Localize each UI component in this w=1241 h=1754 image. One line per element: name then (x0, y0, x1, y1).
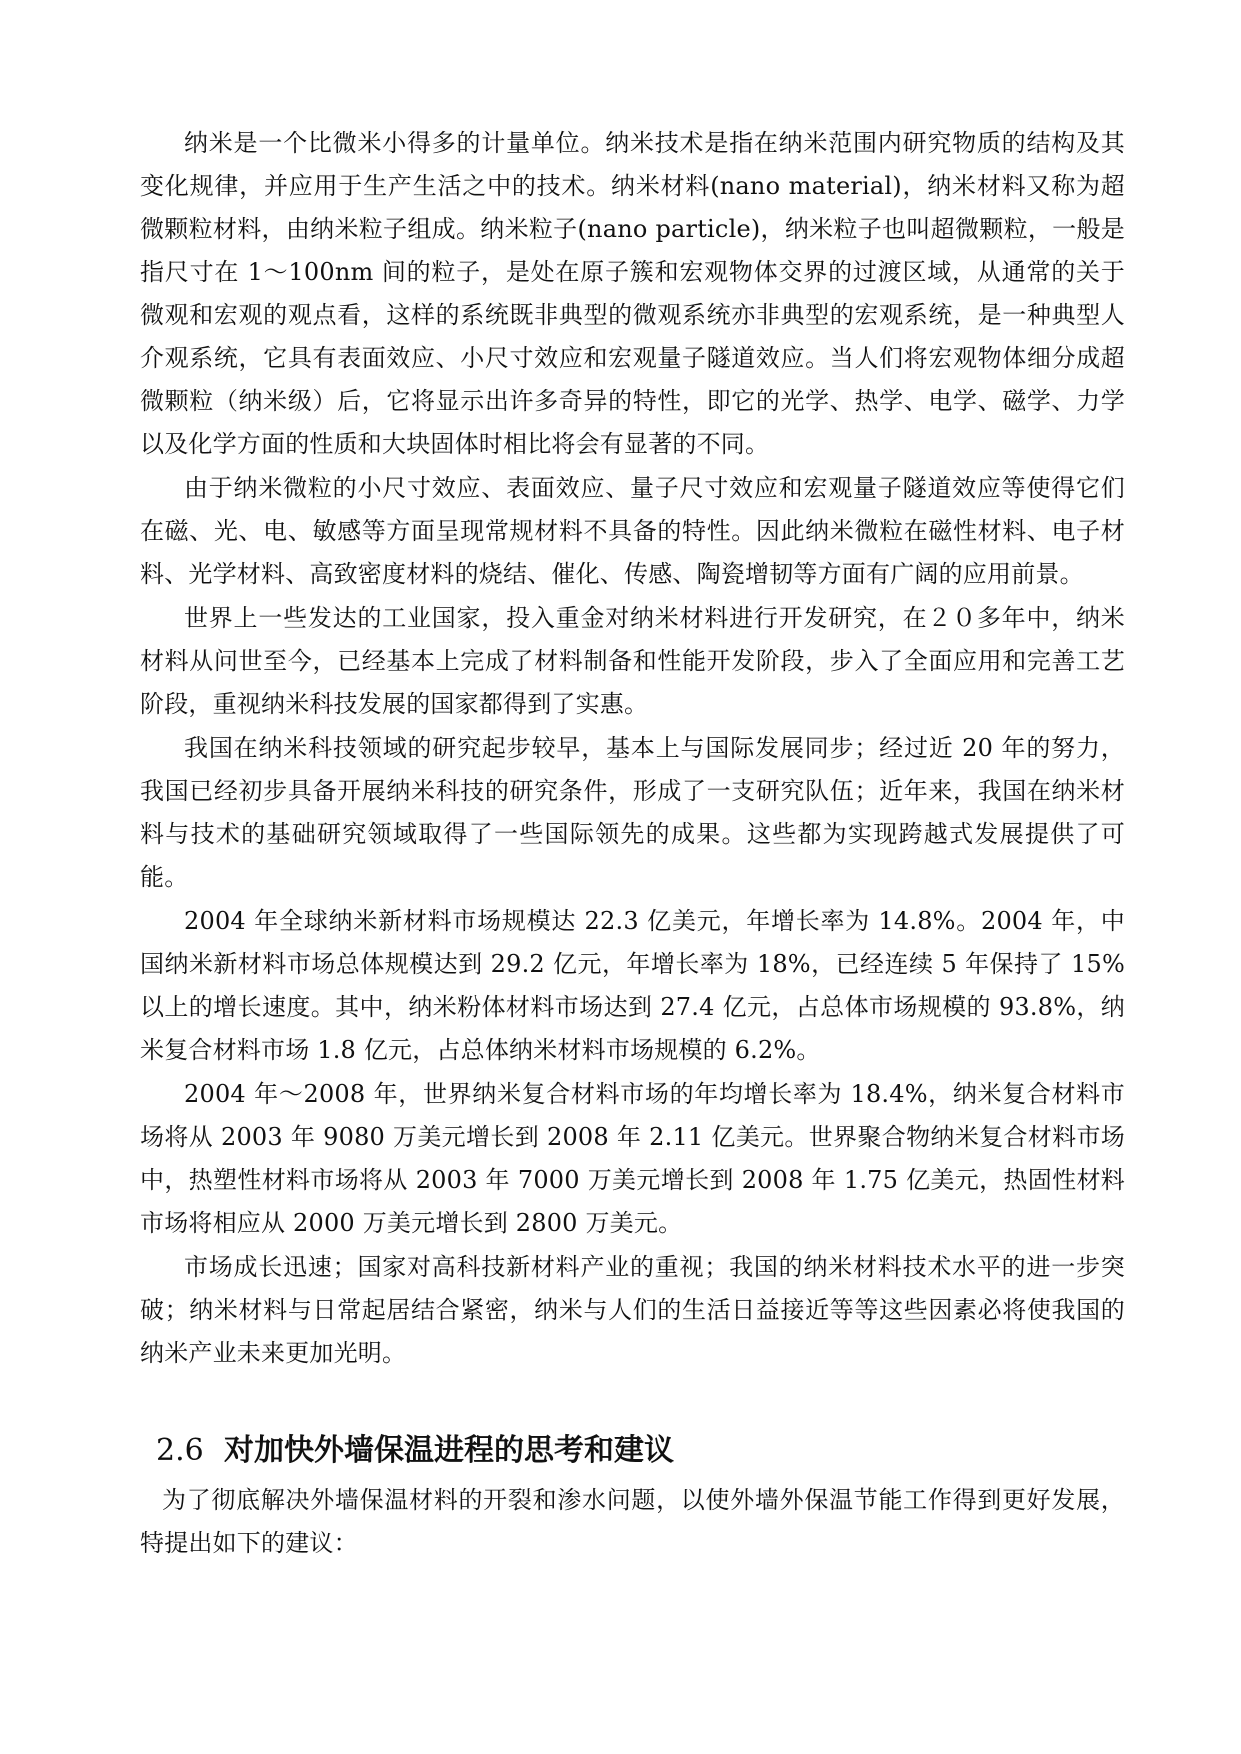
paragraph-market-outlook: 市场成长迅速；国家对高科技新材料产业的重视；我国的纳米材料技术水平的进一步突破；纳米材料与日常起居结合紧密，纳米与人们的生活日益接近等等这些因素必将使我国的纳米产业未来更加光明。 (140, 1253, 1125, 1367)
section-title: 对加快外墙保温进程的思考和建议 (224, 1433, 674, 1468)
paragraph-china-research: 我国在纳米科技领域的研究起步较早，基本上与国际发展同步；经过近 20 年的努力，我国已经初步具备开展纳米科技的研究条件，形成了一支研究队伍；近年来，我国在纳米材料与技术的基础研究领域取得了一些国际领先的成果。这些都为实现跨越式发展提供了可能。 (140, 734, 1125, 891)
section-number: 2.6 (156, 1433, 204, 1468)
paragraph-market-2004: 2004 年全球纳米新材料市场规模达 22.3 亿美元，年增长率为 14.8%。2004 年，中国纳米新材料市场总体规模达到 29.2 亿元，年增长率为 18%，已经连续 5 年保持了 15%以上的增长速度。其中，纳米粉体材料市场达到 27.4 亿元，占总体市场规模的 93.8%，纳米复合材料市场 1.8 亿元，占总体纳米材料市场规模的 6.2%。 (140, 907, 1125, 1064)
paragraph-nano-effects: 由于纳米微粒的小尺寸效应、表面效应、量子尺寸效应和宏观量子隧道效应等使得它们在磁、光、电、敏感等方面呈现常规材料不具备的特性。因此纳米微粒在磁性材料、电子材料、光学材料、高致密度材料的烧结、催化、传感、陶瓷增韧等方面有广阔的应用前景。 (140, 474, 1125, 588)
paragraph-nano-definition: 纳米是一个比微米小得多的计量单位。纳米技术是指在纳米范围内研究物质的结构及其变化规律，并应用于生产生活之中的技术。纳米材料(nano material)，纳米材料又称为超微颗粒材料，由纳米粒子组成。纳米粒子(nano particle)，纳米粒子也叫超微颗粒，一般是指尺寸在 1～100nm 间的粒子，是处在原子簇和宏观物体交界的过渡区域，从通常的关于微观和宏观的观点看，这样的系统既非典型的微观系统亦非典型的宏观系统，是一种典型人介观系统，它具有表面效应、小尺寸效应和宏观量子隧道效应。当人们将宏观物体细分成超微颗粒（纳米级）后，它将显示出许多奇异的特性，即它的光学、热学、电学、磁学、力学以及化学方面的性质和大块固体时相比将会有显著的不同。 (140, 129, 1125, 458)
section-heading (140, 1429, 1125, 1473)
document-page (140, 122, 1125, 1565)
paragraph-developed-countries: 世界上一些发达的工业国家，投入重金对纳米材料进行开发研究，在２０多年中，纳米材料从问世至今，已经基本上完成了材料制备和性能开发阶段，步入了全面应用和完善工艺阶段，重视纳米科技发展的国家都得到了实惠。 (140, 604, 1125, 718)
paragraph-suggestions-intro: 为了彻底解决外墙保温材料的开裂和渗水问题，以使外墙外保温节能工作得到更好发展，特提出如下的建议： (140, 1486, 1125, 1557)
paragraph-market-2004-2008: 2004 年～2008 年，世界纳米复合材料市场的年均增长率为 18.4%，纳米复合材料市场将从 2003 年 9080 万美元增长到 2008 年 2.11 亿美元。世界聚合物纳米复合材料市场中，热塑性材料市场将从 2003 年 7000 万美元增长到 2008 年 1.75 亿美元，热固性材料市场将相应从 2000 万美元增长到 2800 万美元。 (140, 1080, 1125, 1237)
